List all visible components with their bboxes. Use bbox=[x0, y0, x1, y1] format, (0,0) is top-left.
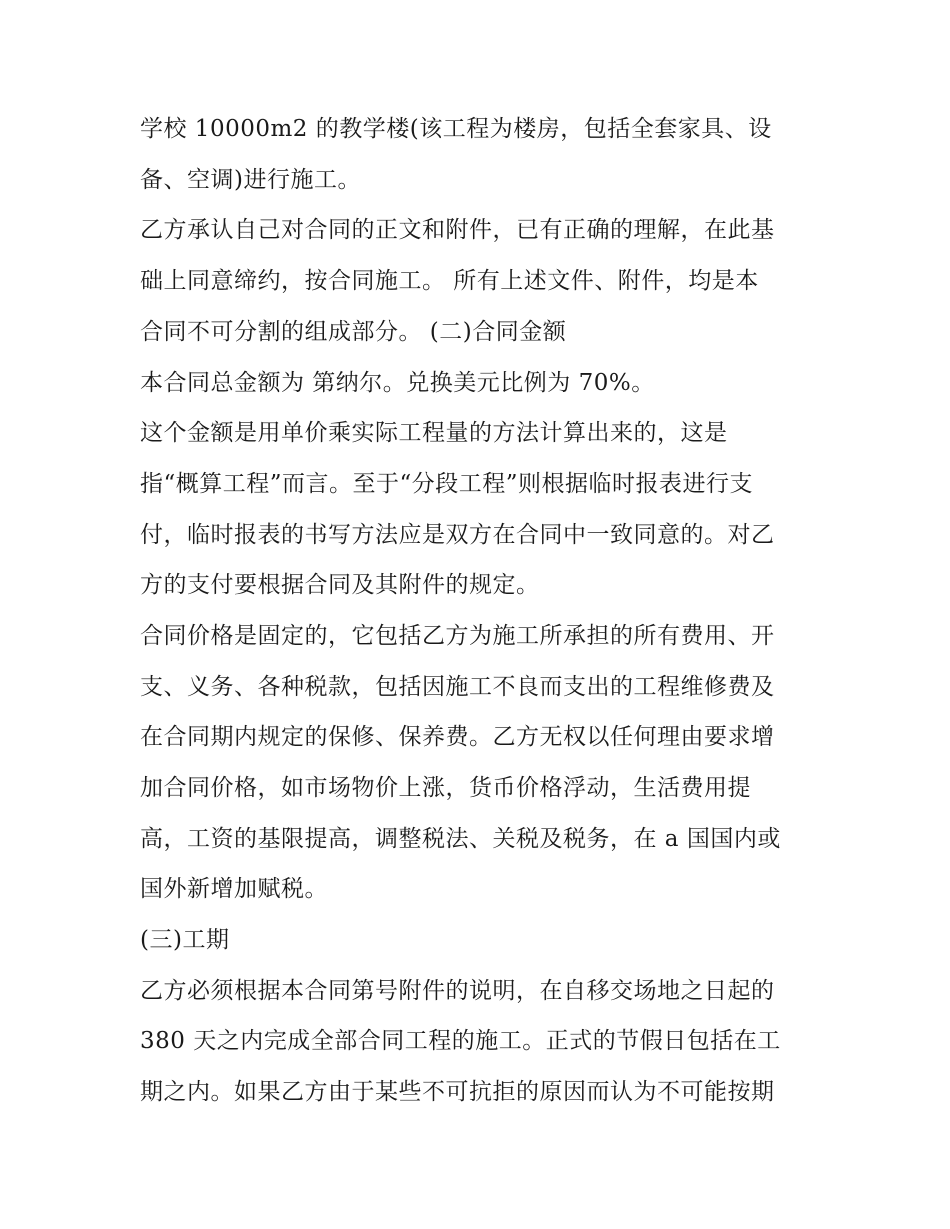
text-line: 国外新增加赋税。 bbox=[140, 876, 328, 902]
text-line: 备、空调)进行施工。 bbox=[140, 167, 361, 193]
text-line: 础上同意缔约，按合同施工。 所有上述文件、附件，均是本 bbox=[140, 268, 759, 294]
text-line: 期之内。如果乙方由于某些不可抗拒的原因而认为不可能按期 bbox=[140, 1079, 775, 1105]
text-line: 合同价格是固定的，它包括乙方为施工所承担的所有费用、开 bbox=[140, 623, 775, 649]
text-line: 付，临时报表的书写方法应是双方在合同中一致同意的。对乙 bbox=[140, 522, 775, 548]
text-line: 在合同期内规定的保修、保养费。乙方无权以任何理由要求增 bbox=[140, 724, 775, 750]
text-line: 加合同价格，如市场物价上涨，货币价格浮动，生活费用提 bbox=[140, 775, 751, 801]
text-line: 高，工资的基限提高，调整税法、关税及税务，在 a 国国内或 bbox=[140, 826, 781, 852]
text-line: 这个金额是用单价乘实际工程量的方法计算出来的，这是 bbox=[140, 420, 728, 446]
text-line: 本合同总金额为 第纳尔。兑换美元比例为 70%。 bbox=[140, 370, 655, 396]
text-line: 乙方承认自己对合同的正文和附件，已有正确的理解，在此基 bbox=[140, 217, 775, 243]
text-line: 方的支付要根据合同及其附件的规定。 bbox=[140, 572, 540, 598]
text-line: 乙方必须根据本合同第号附件的说明，在自移交场地之日起的 bbox=[140, 978, 775, 1004]
text-line: 380 天之内完成全部合同工程的施工。正式的节假日包括在工 bbox=[140, 1028, 781, 1054]
text-line: 合同不可分割的组成部分。 (二)合同金额 bbox=[140, 319, 567, 345]
text-line: 学校 10000m2 的教学楼(该工程为楼房，包括全套家具、设 bbox=[140, 116, 772, 142]
section-heading: (三)工期 bbox=[140, 927, 230, 953]
text-line: 指“概算工程”而言。至于“分段工程”则根据临时报表进行支 bbox=[140, 471, 754, 497]
text-line: 支、义务、各种税款，包括因施工不良而支出的工程维修费及 bbox=[140, 674, 775, 700]
